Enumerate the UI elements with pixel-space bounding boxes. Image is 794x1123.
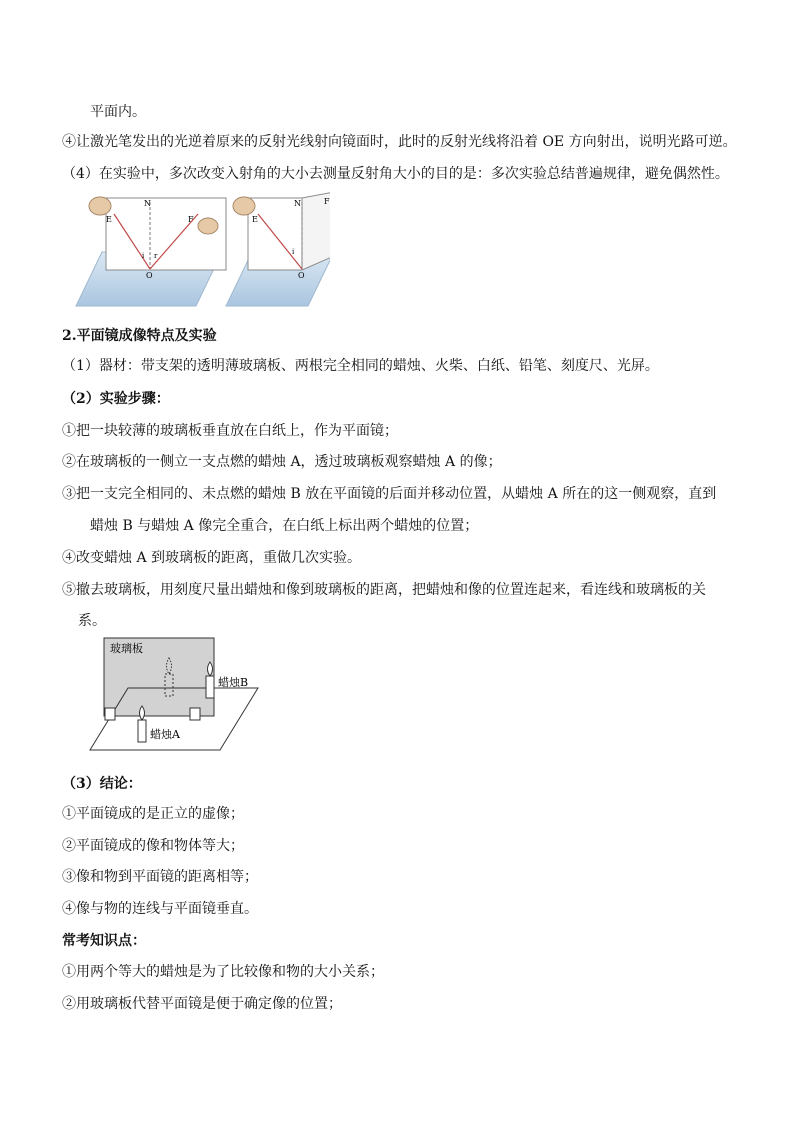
line-plane: 平面内。 [90,104,146,120]
mirror-figure [88,634,268,756]
hand-icon [233,197,255,215]
conclusion-4: ④像与物的连线与平面镜垂直。 [62,901,258,917]
label-i: i [142,252,145,260]
label-candle-b: 蜡烛B [218,676,249,689]
label-O: O [298,271,305,280]
label-glass: 玻璃板 [110,642,143,655]
hand-icon [198,218,218,234]
label-N: N [144,199,151,208]
label-E: E [252,215,258,224]
conclusion-1: ①平面镜成的是正立的虚像； [62,806,244,822]
steps-title: （2）实验步骤： [62,391,170,407]
label-i: i [292,248,295,256]
knowledge-title: 常考知识点： [62,933,146,949]
step-1: ①把一块较薄的玻璃板垂直放在白纸上，作为平面镜； [62,423,398,439]
knowledge-2: ②用玻璃板代替平面镜是便于确定像的位置； [62,996,342,1012]
step-2: ②在玻璃板的一侧立一支点燃的蜡烛 A，透过玻璃板观察蜡烛 A 的像； [62,454,502,470]
step-3: ③把一支完全相同的、未点燃的蜡烛 B 放在平面镜的后面并移动位置，从蜡烛 A 所在的这一侧观察，直到 [62,486,717,502]
equipment-line: （1）器材：带支架的透明薄玻璃板、两根完全相同的蜡烛、火柴、白纸、铅笔、刻度尺、光屏。 [62,358,659,374]
label-E: E [106,215,112,224]
step-4: ④改变蜡烛 A 到玻璃板的距离，重做几次实验。 [62,550,362,566]
step-3-cont: 蜡烛 B 与蜡烛 A 像完全重合，在白纸上标出两个蜡烛的位置； [90,518,479,534]
conclusion-3: ③像和物到平面镜的距离相等； [62,869,258,885]
label-candle-a: 蜡烛A [150,728,180,741]
step-5-cont: 系。 [78,613,106,629]
conclusion-title: （3）结论： [62,776,142,792]
label-r: r [154,252,158,260]
line-reversible: ④让激光笔发出的光逆着原来的反射光线射向镜面时，此时的反射光线将沿着 OE 方向射出，说明光路可逆。 [62,134,737,150]
label-N: N [294,199,301,208]
fig1-left-panel [76,197,226,306]
section-title: 2.平面镜成像特点及实验 [62,328,217,344]
line-purpose: （4）在实验中，多次改变入射角的大小去测量反射角大小的目的是：多次实验总结普遍规律，避免偶然性。 [62,166,729,182]
hand-icon [89,197,111,215]
label-F: F [188,215,194,224]
label-O: O [146,271,153,280]
label-F: F [324,197,330,206]
knowledge-1: ①用两个等大的蜡烛是为了比较像和物的大小关系； [62,964,384,980]
step-5: ⑤撤去玻璃板，用刻度尺量出蜡烛和像到玻璃板的距离，把蜡烛和像的位置连起来，看连线和玻璃板的关 [62,582,706,598]
fig1-right-panel [226,192,330,306]
reflection-figure [70,192,330,310]
conclusion-2: ②平面镜成的像和物体等大； [62,838,244,854]
